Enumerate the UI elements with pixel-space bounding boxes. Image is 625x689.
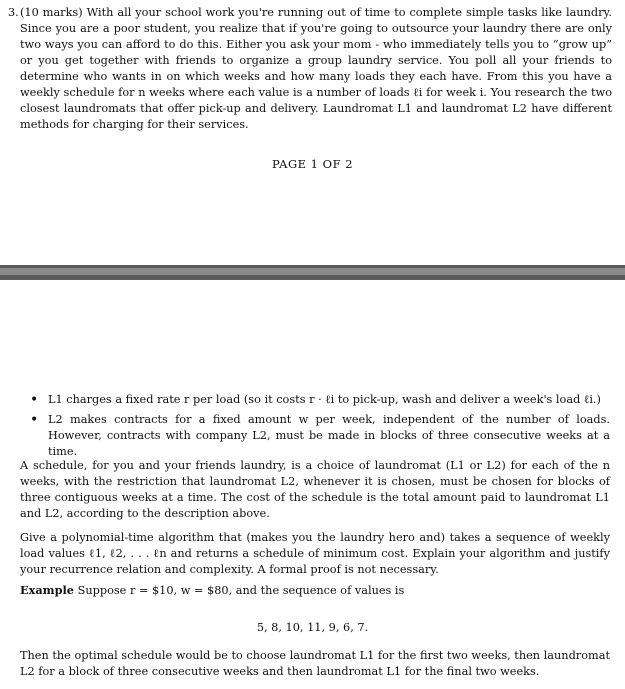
question-text: (10 marks) With all your school work you're running out of time to complete simple tasks like laundry. Since you are a poor student, you realize that if you're going to outsource your laundry there are only two ways you can afford to do this. Either you ask your mom - who immediately tells you to “grow up” or you get together with friends to organize a group laundry service. You poll all your friends to determine who wants in on which weeks and how many loads they each have. From this you have a weekly schedule for n weeks where each value is a number of loads ℓi for week i. You research the two closest laundromats that offer pick-up and delivery. Laundromat L1 and laundromat L2 have different methods for charging for their services. [20, 6, 612, 131]
page-one [0, 0, 625, 265]
example-conclusion: Then the optimal schedule would be to choose laundromat L1 for the first two weeks, then laundromat L2 for a block of three consecutive weeks and then laundromat L1 for the final two weeks. [20, 649, 610, 678]
bullet-l1: • L1 charges a fixed rate r per load (so it costs r · ℓi to pick-up, wash and deliver a week's load ℓi.) [30, 392, 610, 408]
page-separator [0, 265, 625, 280]
example-label: Example [20, 583, 74, 597]
page-separator-band [0, 268, 625, 275]
question-block [8, 5, 612, 133]
page-two [0, 280, 625, 689]
page-footer: PAGE 1 OF 2 [271, 157, 354, 171]
schedule-paragraph: A schedule, for you and your friends laundry, is a choice of laundromat (L1 or L2) for each of the n weeks, with the restriction that laundromat L2, whenever it is chosen, must be chosen for blocks of three contiguous weeks at a time. The cost of the schedule is the total amount paid to laundromat L1 and L2, according to the description above. [20, 459, 610, 520]
example-text: Suppose r = $10, w = $80, and the sequence of values is [77, 584, 405, 597]
laundromat-list [30, 392, 610, 464]
task-paragraph: Give a polynomial-time algorithm that (makes you the laundry hero and) takes a sequence of weekly load values ℓ1, ℓ2, . . . ℓn and returns a schedule of minimum cost. Explain your algorithm and justify your recurrence relation and complexity. A formal proof is not necessary. [20, 531, 610, 576]
example-sequence: 5, 8, 10, 11, 9, 6, 7. [256, 621, 369, 634]
bullet-l2: • L2 makes contracts for a fixed amount w per week, independent of the number of loads. However, contracts with company L2, must be made in blocks of three consecutive weeks at a time. [30, 412, 610, 460]
question-number: 3. [8, 6, 19, 19]
example-paragraph [20, 582, 610, 599]
